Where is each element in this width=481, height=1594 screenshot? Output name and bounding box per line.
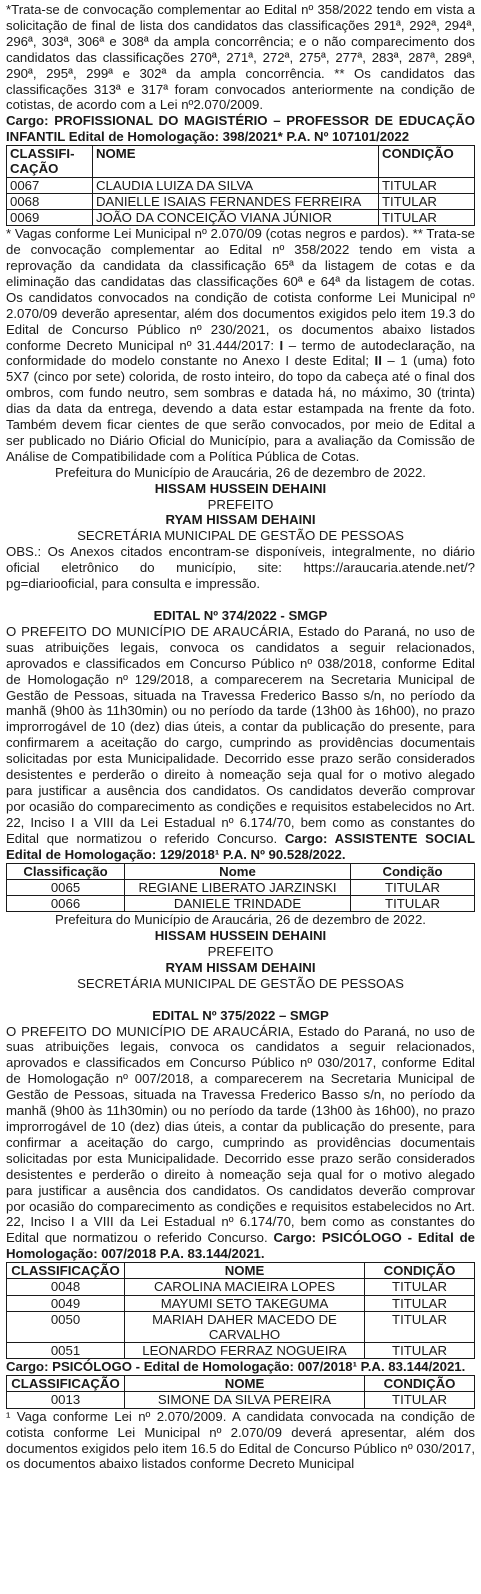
secretary-name: RYAM HISSAM DEHAINI xyxy=(165,512,316,528)
item-ii-label: II xyxy=(374,353,382,369)
table-cell: MARIAH DAHER MACEDO DE CARVALHO xyxy=(125,1311,365,1342)
quota-note xyxy=(6,226,475,465)
column-header: CONDIÇÃO xyxy=(365,1376,475,1392)
table-header-row xyxy=(7,1376,475,1392)
table-cell: TITULAR xyxy=(379,177,475,193)
column-header: CLASSIFICAÇÃO xyxy=(7,1263,125,1279)
table-cell: 0065 xyxy=(7,879,125,895)
table-cell: TITULAR xyxy=(365,1279,475,1295)
table-cell: 0051 xyxy=(7,1343,125,1359)
table-header-row xyxy=(7,1263,475,1279)
place-date: Prefeitura do Município de Araucária, 26 de dezembro de 2022. xyxy=(55,912,426,928)
table-row xyxy=(7,1343,475,1359)
edital-title: EDITAL Nº 374/2022 - SMGP xyxy=(153,608,328,624)
table-row xyxy=(7,1392,475,1408)
table-row xyxy=(7,1295,475,1311)
candidates-table-assistente xyxy=(6,863,475,913)
place-date: Prefeitura do Município de Araucária, 26 de dezembro de 2022. xyxy=(55,464,426,480)
table-cell: 0013 xyxy=(7,1392,125,1408)
cargo-heading: Cargo: PROFISSIONAL DO MAGISTÉRIO – PROFESSOR DE EDUCAÇÃO INFANTIL Edital de Homologação: 398/2021* P.A. Nº 107101/2022 xyxy=(6,113,475,145)
table-cell: REGIANE LIBERATO JARZINSKI xyxy=(125,879,351,895)
column-header: NOME xyxy=(125,1263,365,1279)
table-cell: TITULAR xyxy=(365,1392,475,1408)
table-cell: CLAUDIA LUIZA DA SILVA xyxy=(93,177,379,193)
column-header: CONDIÇÃO xyxy=(379,146,475,177)
table-cell: TITULAR xyxy=(365,1311,475,1342)
cargo-heading: Cargo: ASSISTENTE SOCIAL Edital de Homologação: 129/2018¹ P.A. Nº 90.528/2022. xyxy=(6,830,475,862)
column-header: Nome xyxy=(125,863,351,879)
table-cell: MAYUMI SETO TAKEGUMA xyxy=(125,1295,365,1311)
table-cell: LEONARDO FERRAZ NOGUEIRA xyxy=(125,1343,365,1359)
mayor-name: HISSAM HUSSEIN DEHAINI xyxy=(154,480,327,496)
candidates-table-magisterio xyxy=(6,145,475,226)
cargo-heading: Cargo: PSICÓLOGO - Edital de Homologação: 007/2018¹ P.A. 83.144/2021. xyxy=(6,1359,466,1375)
table-cell: DANIELLE ISAIAS FERNANDES FERREIRA xyxy=(93,193,379,209)
table-row xyxy=(7,1311,475,1342)
table-header-row xyxy=(7,146,475,177)
table-row xyxy=(7,177,475,193)
column-header: Classificação xyxy=(7,863,125,879)
table-cell: 0069 xyxy=(7,209,93,225)
column-header: CLASSIFI-CAÇÃO xyxy=(7,146,93,177)
table-cell: JOÃO DA CONCEIÇÃO VIANA JÚNIOR xyxy=(93,209,379,225)
table-row xyxy=(7,879,475,895)
column-header: NOME xyxy=(125,1376,365,1392)
column-header: NOME xyxy=(93,146,379,177)
edital-title: EDITAL Nº 375/2022 – SMGP xyxy=(152,1007,329,1023)
quota-note-text: * Vagas conforme Lei Municipal nº 2.070/09 (cotas negros e pardos). ** Trata-se de convocação complementar ao Edital nº 358/2022 tendo em vista a reprovação da candidata da classificação 65ª da listagem de cotas e da eliminação das candidatas das classificações 60ª e 64ª da listagem de cotas. Os candidatos convocados na condição de cotista conforme Lei Municipal nº 2.070/09 deverão apresentar, além dos documentos exigidos pelo item 19.3 do Edital de Concurso Público nº 230/2021, os documentos abaixo listados conforme Decreto Municipal nº 31.444/2017: xyxy=(6,226,475,353)
item-i-text: – termo de autodeclaração, na conformidade do modelo constante no Anexo I deste Edital; xyxy=(6,337,475,369)
table-cell: 0066 xyxy=(7,895,125,911)
table-cell: TITULAR xyxy=(365,1295,475,1311)
edital-body xyxy=(6,624,475,863)
item-ii-text: – 1 (uma) foto 5X7 (cinco por sete) colorida, de rosto inteiro, do topo da cabeça até o final dos ombros, com fundo neutro, sem sombras e datada há, no máximo, 30 (trinta) dias da data da entrega, devendo a data estar estampada na frente da foto. Também devem ficar cientes de que serão convocados, por meio de Edital a ser publicado no Diário Oficial do Município, para a avaliação da Comissão de Análise de Compatibilidade com a Política Pública de Cotas. xyxy=(6,353,476,464)
edital-body-text: O PREFEITO DO MUNICÍPIO DE ARAUCÁRIA, Estado do Paraná, no uso de suas atribuições legais, convoca os candidatos a seguir relacionados, aprovados e classificados em Concurso Público nº 038/2018, conforme Edital de Homologação nº 129/2018, a comparecerem na Secretaria Municipal de Gestão de Pessoas, situada na Travessa Frederico Basso s/n, no período da manhã (9h00 às 11h30min) ou no período da tarde (13h00 às 16h00), no prazo improrrogável de 10 (dez) dias úteis, a contar da publicação do presente, para confirmarem a aceitação do cargo, cumprindo as providências documentais solicitadas por esta Municipalidade. Decorrido esse prazo serão considerados desistentes e perderão o direito à nomeação seja qual for o motivo alegado para justificar a ausência dos candidatos. Os candidatos deverão comprovar por ocasião do comparecimento as condições e requisitos estabelecidos no Art. 22, Inciso I a VIII da Lei Estadual nº 6.174/70, bem como as constantes do Edital que normatizou o referido Concurso. xyxy=(6,623,475,846)
candidates-table-psicologo xyxy=(6,1262,475,1359)
table-row xyxy=(7,209,475,225)
column-header: Condição xyxy=(351,863,475,879)
mayor-role: PREFEITO xyxy=(207,496,274,512)
secretary-role: SECRETÁRIA MUNICIPAL DE GESTÃO DE PESSOAS xyxy=(77,975,404,991)
table-cell: SIMONE DA SILVA PEREIRA xyxy=(125,1392,365,1408)
intro-paragraph: *Trata-se de convocação complementar ao Edital nº 358/2022 tendo em vista a solicitação de final de lista dos candidatos das classificações 291ª, 292ª, 294ª, 296ª, 303ª, 306ª e 308ª da ampla concorrência; e o não comparecimento dos candidatos das classificações 270ª, 271ª, 272ª, 275ª, 277ª, 283ª, 287ª, 289ª, 290ª, 295ª, 299ª e 302ª da ampla concorrência. ** Os candidatos das classificações 313ª e 317ª foram convocados anteriormente na condição de cotistas, de acordo com a Lei nº2.070/2009. xyxy=(6,2,475,113)
table-cell: 0067 xyxy=(7,177,93,193)
table-cell: TITULAR xyxy=(379,209,475,225)
table-header-row xyxy=(7,863,475,879)
column-header: CONDIÇÃO xyxy=(365,1263,475,1279)
column-header: CLASSIFICAÇÃO xyxy=(7,1376,125,1392)
table-row xyxy=(7,193,475,209)
table-cell: DANIELE TRINDADE xyxy=(125,895,351,911)
section-spacer xyxy=(6,592,475,608)
table-cell: 0050 xyxy=(7,1311,125,1342)
table-row xyxy=(7,1279,475,1295)
table-cell: 0048 xyxy=(7,1279,125,1295)
candidates-table-psicologo-cota xyxy=(6,1375,475,1408)
cargo-heading: Cargo: PSICÓLOGO - Edital de Homologação: 007/2018 P.A. 83.144/2021. xyxy=(6,1230,475,1262)
footnote-paragraph: ¹ Vaga conforme Lei nº 2.070/2009. A candidata convocada na condição de cotista conforme Lei Municipal nº 2.070/09 deverá apresentar, além dos documentos exigidos pelo item 16.5 do Edital de Concurso Público nº 030/2017, os documentos abaixo listados conforme Decreto Municipal xyxy=(6,1408,475,1472)
table-cell: TITULAR xyxy=(351,895,475,911)
mayor-role: PREFEITO xyxy=(207,943,274,959)
table-cell: CAROLINA MACIEIRA LOPES xyxy=(125,1279,365,1295)
table-row xyxy=(7,895,475,911)
obs-paragraph: OBS.: Os Anexos citados encontram-se disponíveis, integralmente, no diário oficial eletrônico do município, site: https://araucaria.atende.net/?pg=diariooficial, para consulta e impressão. xyxy=(6,544,475,592)
table-cell: 0049 xyxy=(7,1295,125,1311)
table-cell: TITULAR xyxy=(365,1343,475,1359)
secretary-role: SECRETÁRIA MUNICIPAL DE GESTÃO DE PESSOAS xyxy=(77,528,404,544)
edital-body xyxy=(6,1024,475,1263)
item-i-label: I xyxy=(279,337,284,353)
edital-body-text: O PREFEITO DO MUNICÍPIO DE ARAUCÁRIA, Estado do Paraná, no uso de suas atribuições legais, convoca os candidatos a seguir relacionados, aprovados e classificados em Concurso Público nº 030/2017, conforme Edital de Homologação nº 007/2018, a comparecerem na Secretaria Municipal de Gestão de Pessoas, situada na Travessa Frederico Basso s/n, no período da manhã (9h00 às 11h30min) ou no período da tarde (13h00 às 16h00), no prazo improrrogável de 10 (dez) dias úteis, a contar da publicação do presente, para confirmar a aceitação do cargo, cumprindo as providências documentais solicitadas por esta Municipalidade. Decorrido esse prazo serão considerados desistentes e perderão o direito à nomeação seja qual for o motivo alegado para justificar a ausência dos candidatos. Os candidatos deverão comprovar por ocasião do comparecimento as condições e requisitos estabelecidos no Art. 22, Inciso I a VIII da Lei Estadual nº 6.174/70, bem como as constantes do Edital que normatizou o referido Concurso. xyxy=(6,1023,475,1246)
table-cell: 0068 xyxy=(7,193,93,209)
table-cell: TITULAR xyxy=(351,879,475,895)
section-spacer xyxy=(6,992,475,1008)
secretary-name: RYAM HISSAM DEHAINI xyxy=(165,959,316,975)
mayor-name: HISSAM HUSSEIN DEHAINI xyxy=(154,928,327,944)
table-cell: TITULAR xyxy=(379,193,475,209)
